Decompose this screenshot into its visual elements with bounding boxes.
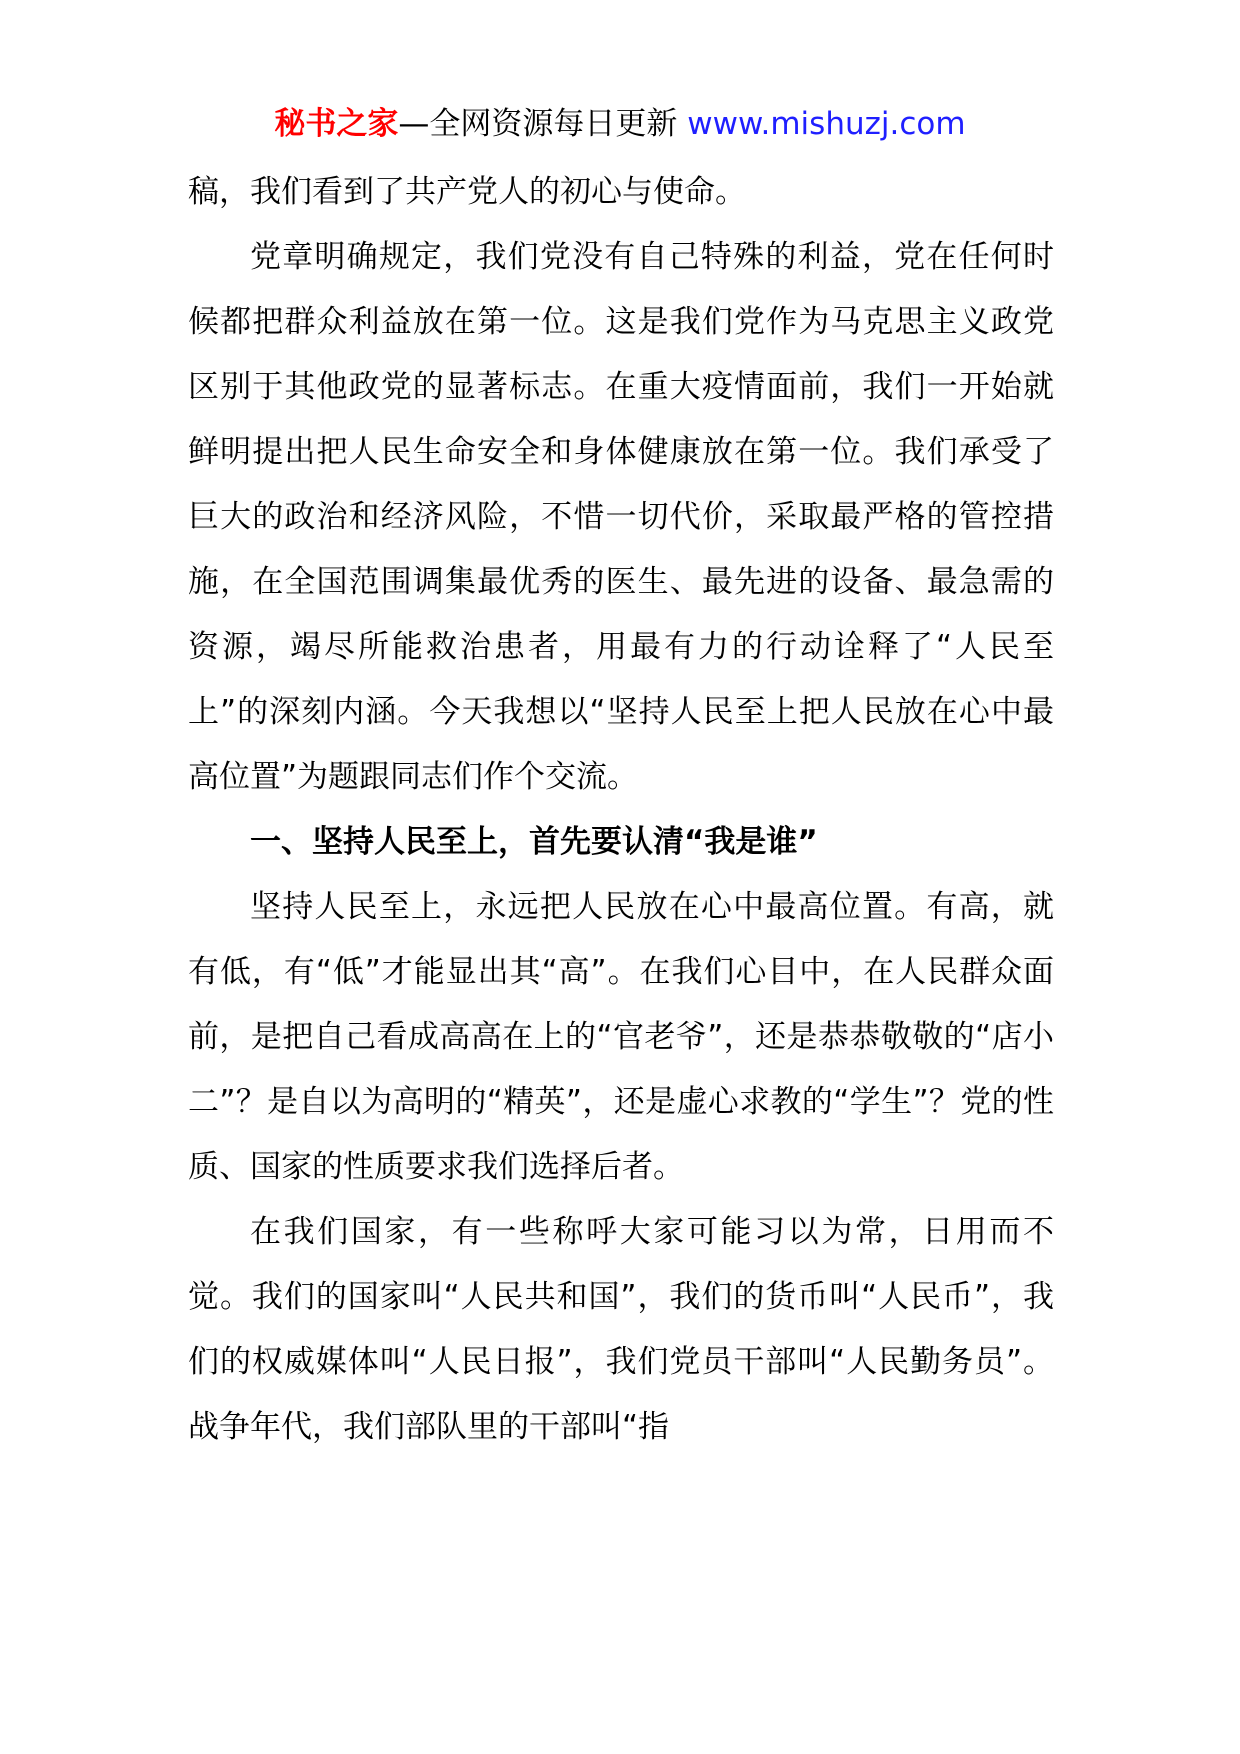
paragraph: 坚持人民至上，永远把人民放在心中最高位置。有高，就有低，有“低”才能显出其“高”。在我们心目中，在人民群众面前，是把自己看成高高在上的“官老爷”，还是恭恭敬敬的“店小二”？是自以为高明的“精英”，还是虚心求教的“学生”？党的性质、国家的性质要求我们选择后者。: [188, 889, 1054, 1185]
header-slogan: —全网资源每日更新: [398, 106, 688, 142]
document-body: [188, 160, 1054, 1460]
section-heading: 一、坚持人民至上，首先要认清“我是谁”: [250, 824, 818, 860]
paragraph: 党章明确规定，我们党没有自己特殊的利益，党在任何时候都把群众利益放在第一位。这是我们党作为马克思主义政党区别于其他政党的显著标志。在重大疫情面前，我们一开始就鲜明提出把人民生命安全和身体健康放在第一位。我们承受了巨大的政治和经济风险，不惜一切代价，采取最严格的管控措施，在全国范围调集最优秀的医生、最先进的设备、最急需的资源，竭尽所能救治患者，用最有力的行动诠释了“人民至上”的深刻内涵。今天我想以“坚持人民至上把人民放在心中最高位置”为题跟同志们作个交流。: [188, 239, 1054, 795]
page-header: [0, 100, 1240, 148]
paragraph: 在我们国家，有一些称呼大家可能习以为常，日用而不觉。我们的国家叫“人民共和国”，我们的货币叫“人民币”，我们的权威媒体叫“人民日报”，我们党员干部叫“人民勤务员”。战争年代，我们部队里的干部叫“指: [188, 1214, 1054, 1445]
header-brand: 秘书之家: [274, 106, 399, 142]
header-url-link[interactable]: www.mishuzj.com: [687, 106, 966, 142]
paragraph-continuation: 稿，我们看到了共产党人的初心与使命。: [188, 174, 746, 210]
